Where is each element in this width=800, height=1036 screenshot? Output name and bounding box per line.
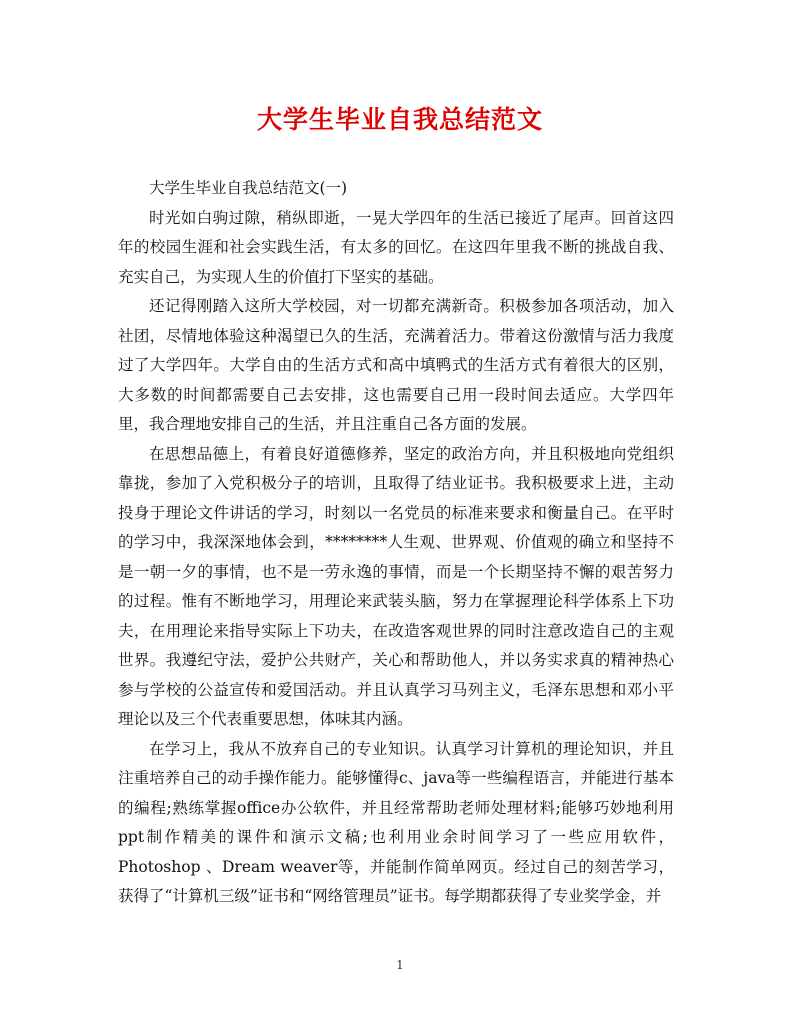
paragraph: 还记得刚踏入这所大学校园，对一切都充满新奇。积极参加各项活动，加入社团，尽情地体验这种渴望已久的生活，充满着活力。带着这份激情与活力我度过了大学四年。大学自由的生活方式和高中填鸭式的生活方式有着很大的区别，大多数的时间都需要自己去安排，这也需要自己用一段时间去适应。大学四年里，我合理地安排自己的生活，并且注重自己各方面的发展。 [118,297,674,433]
document-body [118,174,674,912]
paragraph: 时光如白驹过隙，稍纵即逝，一晃大学四年的生活已接近了尾声。回首这四年的校园生涯和社会实践生活，有太多的回忆。在这四年里我不断的挑战自我、充实自己，为实现人生的价值打下坚实的基础。 [118,208,674,286]
page-number: 1 [396,958,404,972]
document-title: 大学生毕业自我总结范文 [256,105,543,134]
paragraph: 在思想品德上，有着良好道德修养，坚定的政治方向，并且积极地向党组织靠拢，参加了入党积极分子的培训，且取得了结业证书。我积极要求上进，主动投身于理论文件讲话的学习，时刻以一名党员的标准来要求和衡量自己。在平时的学习中，我深深地体会到，********人生观、世界观、价值观的确立和坚持不是一朝一夕的事情，也不是一劳永逸的事情，而是一个长期坚持不懈的艰苦努力的过程。惟有不断地学习，用理论来武装头脑，努力在掌握理论科学体系上下功夫，在用理论来指导实际上下功夫，在改造客观世界的同时注意改造自己的主观世界。我遵纪守法，爱护公共财产，关心和帮助他人，并以务实求真的精神热心参与学校的公益宣传和爱国活动。并且认真学习马列主义，毛泽东思想和邓小平理论以及三个代表重要思想，体味其内涵。 [118,444,674,728]
paragraph: 在学习上，我从不放弃自己的专业知识。认真学习计算机的理论知识，并且注重培养自己的动手操作能力。能够懂得c、java等一些编程语言，并能进行基本的编程;熟练掌握office办公软件，并且经常帮助老师处理材料;能够巧妙地利用ppt制作精美的课件和演示文稿;也利用业余时间学习了一些应用软件，Photoshop 、Dream weaver等，并能制作简单网页。经过自己的刻苦学习，获得了“计算机三级”证书和“网络管理员”证书。每学期都获得了专业奖学金，并 [118,739,674,905]
paragraph-subtitle: 大学生毕业自我总结范文(一) [149,179,348,197]
